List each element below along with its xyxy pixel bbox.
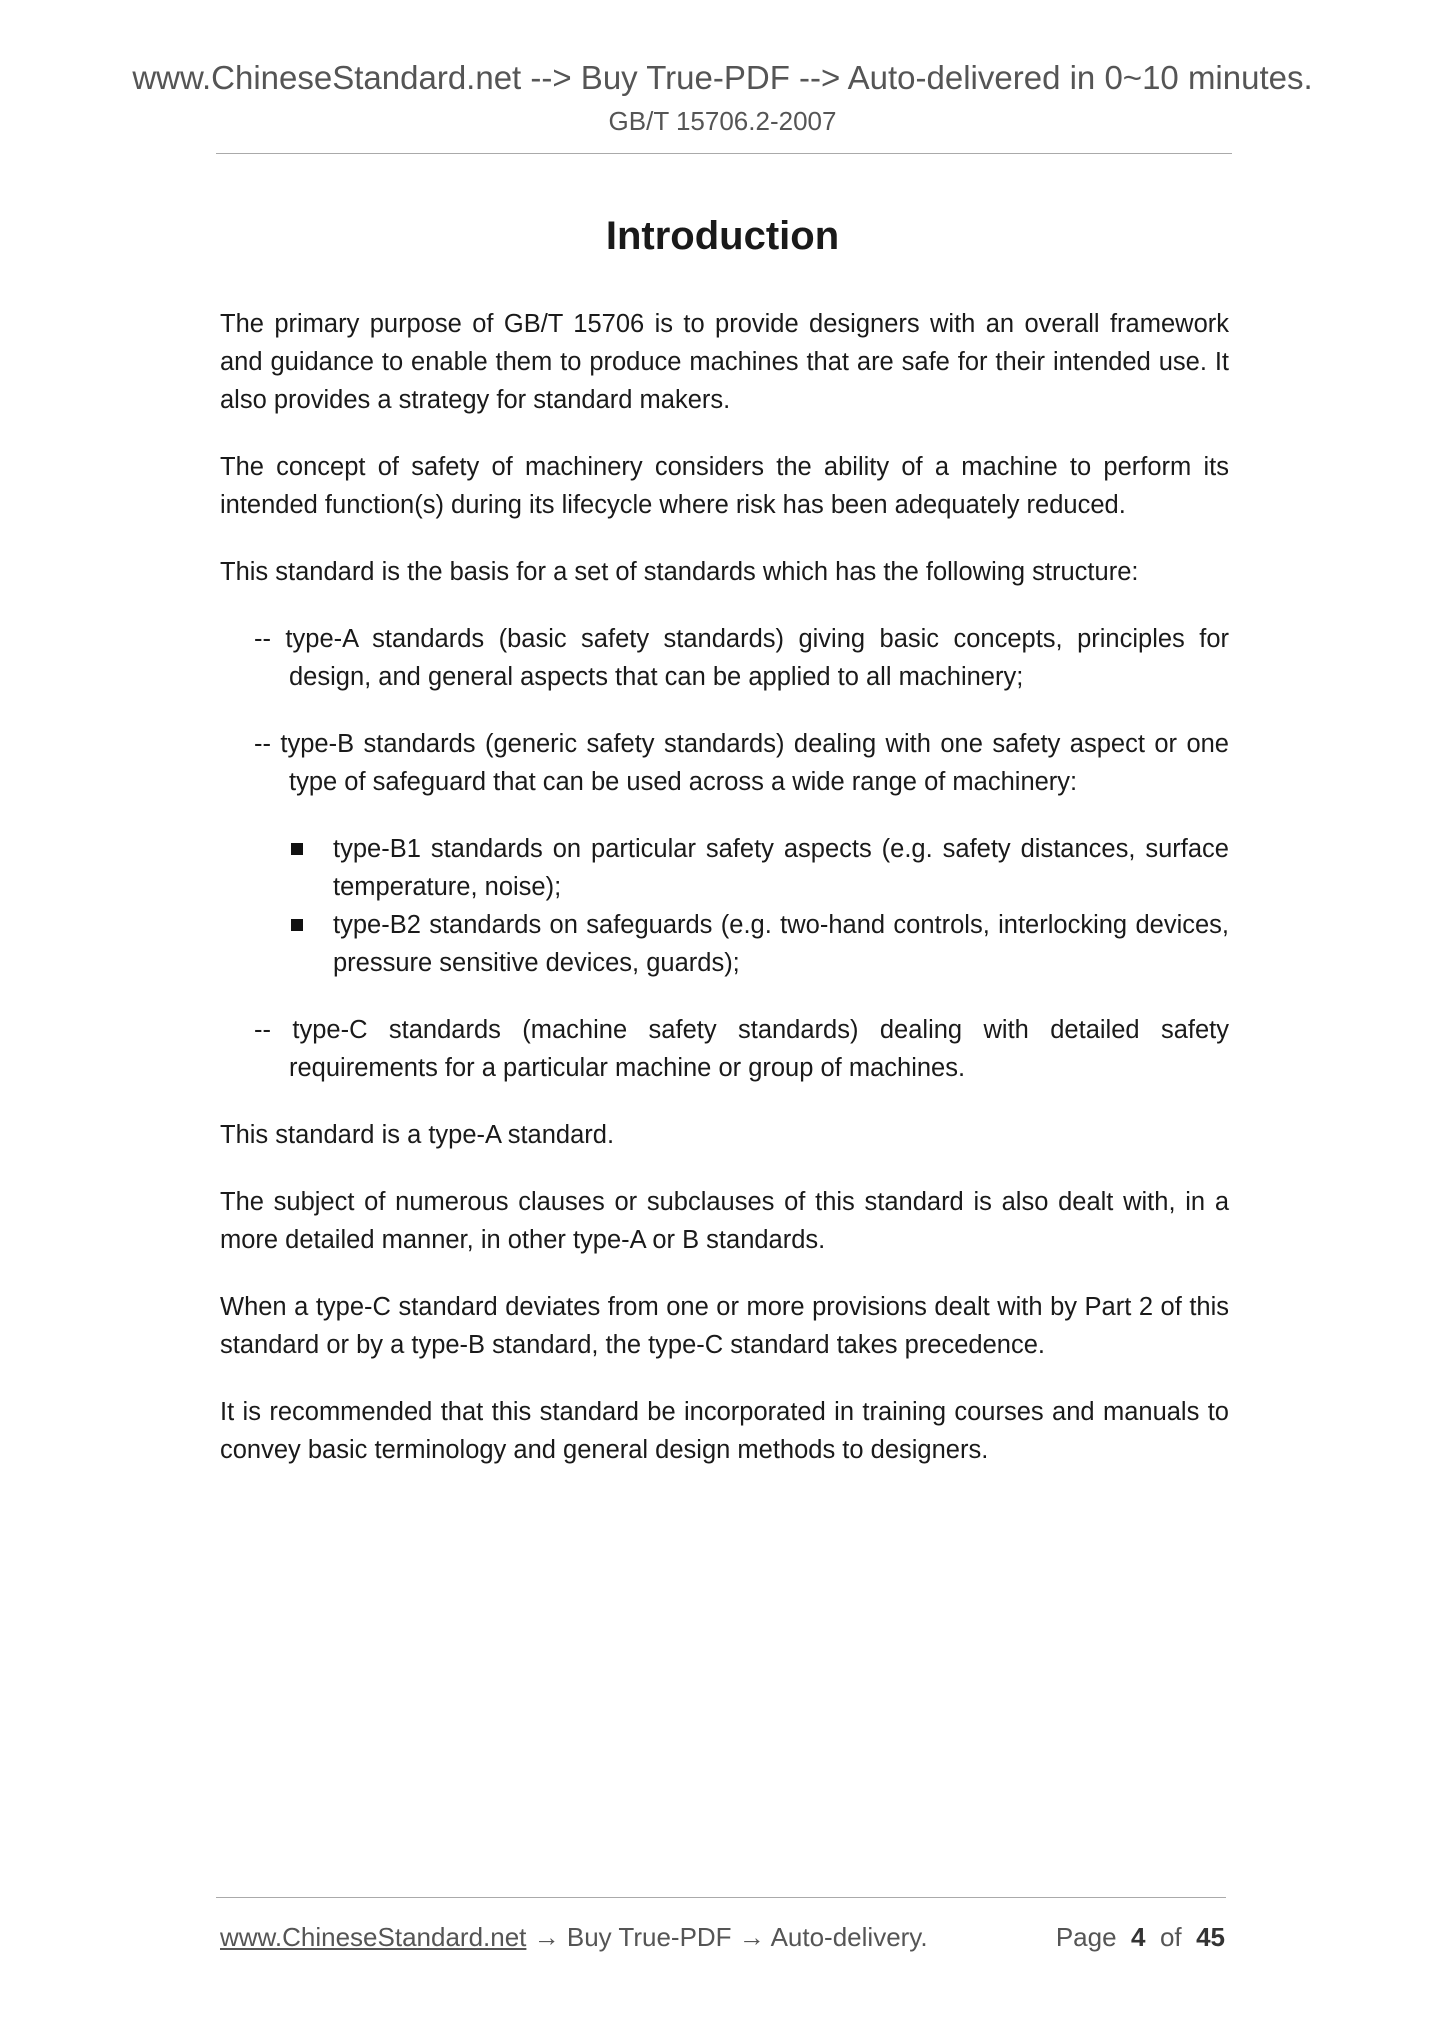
paragraph-structure-intro: This standard is the basis for a set of standards which has the following structure:: [220, 558, 1139, 586]
list-item-type-a: -- type-A standards (basic safety standards) giving basic concepts, principles for design, and general aspects that can be applied to all machinery;: [254, 625, 1229, 691]
page-current: 4: [1131, 1922, 1146, 1952]
body-content: [220, 305, 1229, 1498]
list-item-type-b1-text: type-B1 standards on particular safety aspects (e.g. safety distances, surface temperature, noise);: [333, 835, 1229, 901]
type-b-sublist: [289, 830, 1229, 982]
paragraph-precedence: When a type-C standard deviates from one or more provisions dealt with by Part 2 of this standard or by a type-B standard, the type-C standard takes precedence.: [220, 1293, 1229, 1359]
site-banner: www.ChineseStandard.net --> Buy True-PDF --> Auto-delivered in 0~10 minutes.: [132, 59, 1313, 96]
of-label: of: [1159, 1922, 1182, 1952]
square-bullet-icon: [291, 919, 303, 931]
page-footer: [220, 1917, 1225, 1957]
footer-left: [220, 1917, 928, 1957]
list-item-type-b2: [289, 906, 1229, 982]
paragraph-subject-clauses: The subject of numerous clauses or subclauses of this standard is also dealt with, in a more detailed manner, in other type-A or B standards.: [220, 1188, 1229, 1254]
list-item-type-c: -- type-C standards (machine safety standards) dealing with detailed safety requirements for a particular machine or group of machines.: [254, 1016, 1229, 1082]
list-item-type-b2-text: type-B2 standards on safeguards (e.g. two-hand controls, interlocking devices, pressure sensitive devices, guards);: [333, 911, 1229, 977]
square-bullet-icon: [291, 843, 303, 855]
footer-site-link[interactable]: www.ChineseStandard.net: [220, 1922, 527, 1952]
footer-divider: [216, 1897, 1226, 1898]
page-title: Introduction: [605, 214, 840, 258]
page-total: 45: [1196, 1922, 1225, 1952]
header-divider: [216, 153, 1232, 154]
paragraph-concept: The concept of safety of machinery considers the ability of a machine to perform its intended function(s) during its lifecycle where risk has been adequately reduced.: [220, 453, 1229, 519]
page-indicator: [1056, 1917, 1225, 1957]
paragraph-type-a-statement: This standard is a type-A standard.: [220, 1121, 615, 1149]
footer-tagline: → Buy True-PDF → Auto-delivery.: [526, 1922, 928, 1952]
paragraph-recommendation: It is recommended that this standard be incorporated in training courses and manuals to convey basic terminology and general design methods to designers.: [220, 1398, 1229, 1464]
paragraph-purpose: The primary purpose of GB/T 15706 is to provide designers with an overall framework and guidance to enable them to produce machines that are safe for their intended use. It also provides a strategy for standard makers.: [220, 310, 1229, 414]
list-item-type-b1: [289, 830, 1229, 906]
standard-code: GB/T 15706.2-2007: [608, 106, 837, 136]
list-item-type-b: -- type-B standards (generic safety standards) dealing with one safety aspect or one type of safeguard that can be used across a wide range of machinery:: [254, 730, 1229, 796]
page-label: Page: [1055, 1922, 1117, 1952]
